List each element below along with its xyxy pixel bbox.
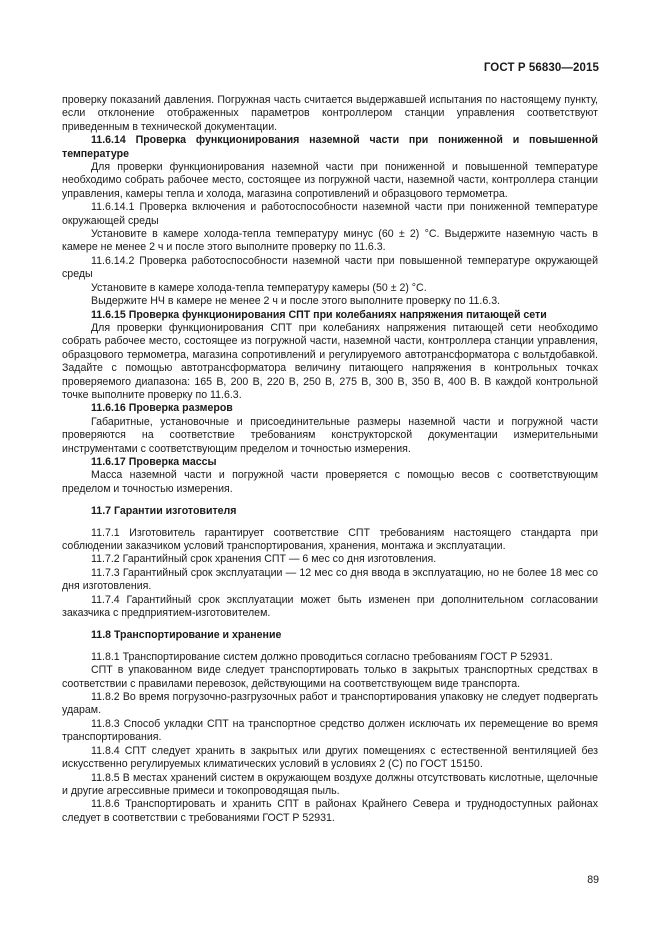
- body-paragraph: Для проверки функционирования наземной части при пониженной и повышенной температуре необходимо собрать рабочее место, состоящее из погружной части, наземной части, контроллера станции управления, камеры тепла и холода, магазина сопротивлений и образцового термометра.: [62, 161, 598, 200]
- subsection-heading: 11.6.15 Проверка функционирования СПТ при колебаниях напряжения питающей сети: [91, 308, 547, 321]
- body-paragraph: Для проверки функционирования СПТ при колебаниях напряжения питающей сети необходимо собрать рабочее место, состоящее из погружной части, наземной части, контроллера станции управления, образцового термометра, магазина сопротивлений и регулируемого автотрансформатора с вольтдобавкой. Задайте с помощью автотрансформатора величину питающего напряжения в контрольных точках проверяемого диапазона: 165 В, 200 В, 220 В, 250 В, 275 В, 300 В, 350 В, 400 В. В каждой контрольной точке выполните проверку по 11.6.3.: [62, 321, 598, 401]
- body-paragraph: Габаритные, установочные и присоединительные размеры наземной части и погружной части проверяются на соответствие требованиям конструкторской документации измерительными инструментами с соответствующим пределом и точностью измерения.: [62, 415, 598, 455]
- body-paragraph: 11.6.14.1 Проверка включения и работоспособности наземной части при пониженной температуре окружающей среды: [62, 201, 598, 227]
- body-paragraph: проверку показаний давления. Погружная часть считается выдержавшей испытания по настоящему пункту, если отклонение отображенных параметров контроллером станции управления соответствуют приведенным в технической документации.: [62, 94, 598, 133]
- body-paragraph: 11.8.6 Транспортировать и хранить СПТ в районах Крайнего Севера и труднодоступных районах следует в соответствии с требованиями ГОСТ Р 52931.: [62, 798, 598, 824]
- body-paragraph: 11.8.4 СПТ следует хранить в закрытых или других помещениях с естественной вентиляцией без искусственно регулируемых климатических условий в условиях 2 (С) по ГОСТ 15150.: [62, 744, 598, 771]
- document-body: [62, 94, 598, 825]
- body-paragraph: Установите в камере холода-тепла температуру минус (60 ± 2) °С. Выдержите наземную часть в камере не менее 2 ч и после этого выполните проверку по 11.6.3.: [62, 228, 598, 254]
- body-paragraph: Масса наземной части и погружной части проверяется с помощью весов с соответствующим пределом и точностью измерения.: [62, 469, 598, 495]
- subsection-heading: 11.6.17 Проверка массы: [91, 455, 217, 468]
- body-paragraph: СПТ в упакованном виде следует транспортировать только в закрытых транспортных средствах в соответствии с правилами перевозок, действующими на соответствующем виде транспорта.: [62, 664, 598, 690]
- body-paragraph: 11.7.2 Гарантийный срок хранения СПТ — 6 мес со дня изготовления.: [91, 553, 437, 566]
- section-heading: 11.7 Гарантии изготовителя: [91, 505, 237, 518]
- subsection-heading: 11.6.16 Проверка размеров: [91, 402, 233, 415]
- page-number: 89: [587, 874, 599, 886]
- section-heading: 11.8 Транспортирование и хранение: [91, 629, 282, 642]
- body-paragraph: Установите в камере холода-тепла температуру камеры (50 ± 2) °С.: [91, 281, 427, 294]
- subsection-heading: 11.6.14 Проверка функционирования наземной части при пониженной и повышенной температуре: [62, 134, 598, 160]
- document-code-header: ГОСТ Р 56830—2015: [483, 62, 599, 74]
- body-paragraph: 11.7.4 Гарантийный срок эксплуатации может быть изменен при дополнительном согласовании заказчика с предприятием-изготовителем.: [62, 593, 598, 620]
- body-paragraph: 11.8.5 В местах хранений систем в окружающем воздухе должны отсутствовать кислотные, щелочные и другие агрессивные примеси и токопроводящая пыль.: [62, 771, 598, 797]
- body-paragraph: 11.7.3 Гарантийный срок эксплуатации — 12 мес со дня ввода в эксплуатацию, но не более 18 мес со дня изготовления.: [62, 566, 598, 593]
- body-paragraph: 11.8.1 Транспортирование систем должно проводиться согласно требованиям ГОСТ Р 52931.: [91, 650, 553, 663]
- body-paragraph: 11.6.14.2 Проверка работоспособности наземной части при повышенной температуре окружающей среды: [62, 254, 598, 281]
- body-paragraph: 11.8.3 Способ укладки СПТ на транспортное средство должен исключать их перемещение во время транспортирования.: [62, 717, 598, 744]
- body-paragraph: 11.7.1 Изготовитель гарантирует соответствие СПТ требованиям настоящего стандарта при соблюдении заказчиком условий транспортирования, хранения, монтажа и эксплуатации.: [62, 526, 598, 552]
- body-paragraph: Выдержите НЧ в камере не менее 2 ч и после этого выполните проверку по 11.6.3.: [91, 295, 501, 308]
- body-paragraph: 11.8.2 Во время погрузочно-разгрузочных работ и транспортирования упаковку не следует подвергать ударам.: [62, 691, 598, 717]
